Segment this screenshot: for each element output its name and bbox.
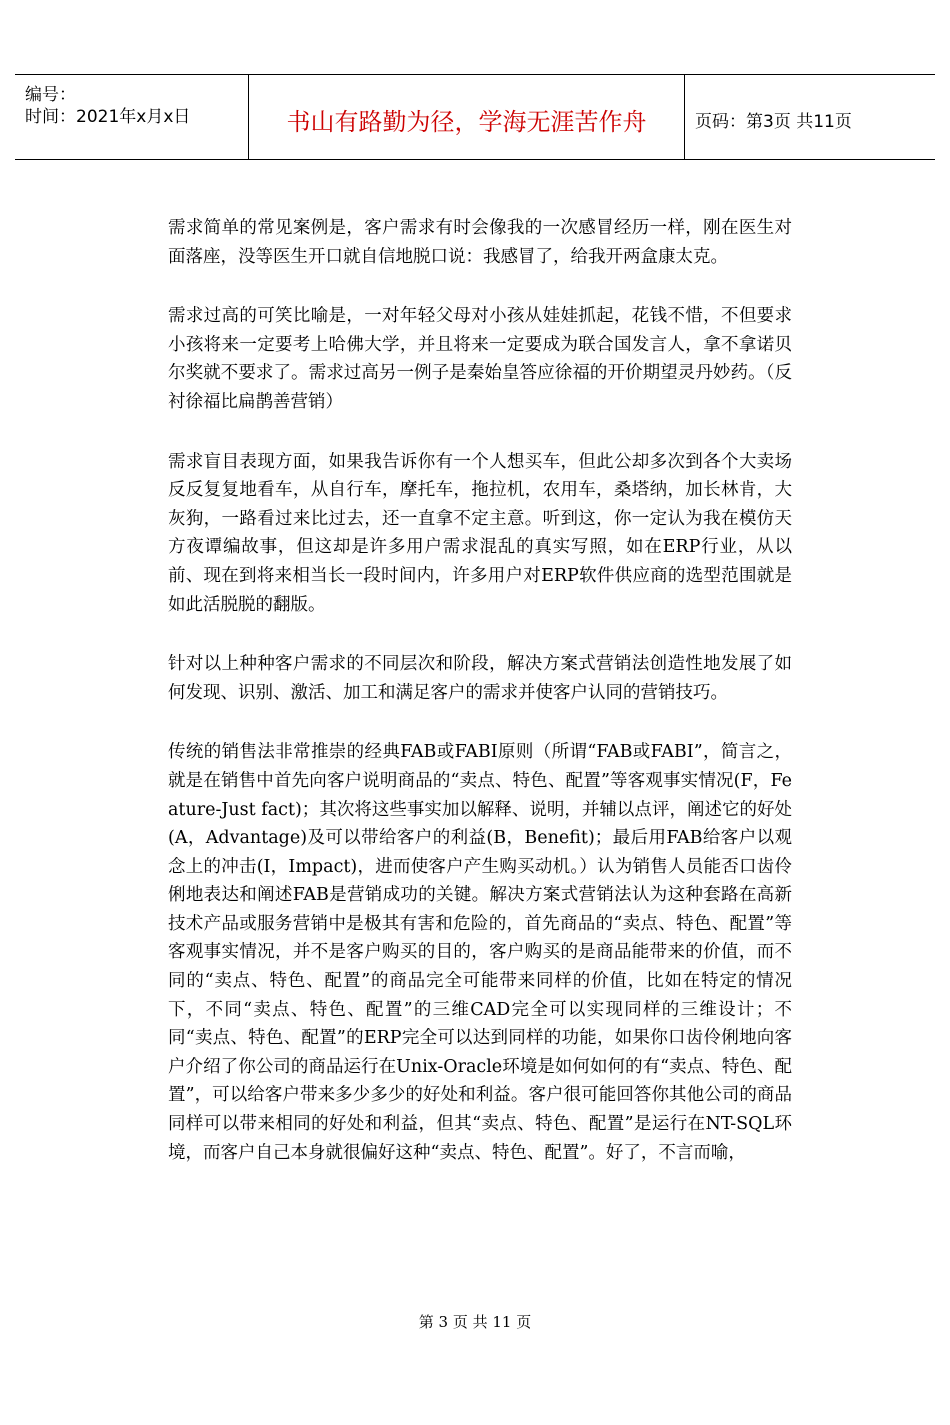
header-page-code: 页码：第3页 共11页 bbox=[695, 112, 852, 132]
body-paragraph: 需求盲目表现方面，如果我告诉你有一个人想买车，但此公却多次到各个大卖场反反复复地看车，从自行车，摩托车，拖拉机，农用车，桑塔纳，加长林肯，大灰狗，一路看过来比过去，还一直拿不定主意。听到这，你一定认为我在模仿天方夜谭编故事，但这却是许多用户需求混乱的真实写照，如在ERP行业，从以前、现在到将来相当长一段时间内，许多用户对ERP软件供应商的选型范围就是如此活脱脱的翻版。 bbox=[168, 451, 792, 615]
body-paragraph: 需求简单的常见案例是，客户需求有时会像我的一次感冒经历一样，刚在医生对面落座，没等医生开口就自信地脱口说：我感冒了，给我开两盒康太克。 bbox=[168, 218, 792, 267]
body-paragraph: 传统的销售法非常推崇的经典FAB或FABI原则（所谓“FAB或FABI”，简言之，就是在销售中首先向客户说明商品的“卖点、特色、配置”等客观事实情况(F，Feature-Just fact)；其次将这些事实加以解释、说明，并辅以点评，阐述它的好处(A，Advantage)及可以带给客户的利益(B，Benefit)；最后用FAB给客户以观念上的冲击(I，Impact)，进而使客户产生购买动机。）认为销售人员能否口齿伶俐地表达和阐述FAB是营销成功的关键。解决方案式营销法认为这种套路在高新技术产品或服务营销中是极其有害和危险的，首先商品的“卖点、特色、配置”等客观事实情况，并不是客户购买的目的，客户购买的是商品能带来的价值，而不同的“卖点、特色、配置”的商品完全可能带来同样的价值，比如在特定的情况下，不同“卖点、特色、配置”的三维CAD完全可以实现同样的三维设计；不同“卖点、特色、配置”的ERP完全可以达到同样的功能，如果你口齿伶俐地向客户介绍了你公司的商品运行在Unix-Oracle环境是如何如何的有“卖点、特色、配置”，可以给客户带来多少多少的好处和利益。客户很可能回答你其他公司的商品同样可以带来相同的好处和利益，但其“卖点、特色、配置”是运行在NT-SQL环境，而客户自己本身就很偏好这种“卖点、特色、配置”。好了，不言而喻， bbox=[168, 742, 792, 1163]
header-meta-cell bbox=[15, 75, 249, 159]
header-page-cell bbox=[685, 75, 935, 159]
body-paragraph: 针对以上种种客户需求的不同层次和阶段，解决方案式营销法创造性地发展了如何发现、识别、激活、加工和满足客户的需求并使客户认同的营销技巧。 bbox=[168, 654, 792, 703]
body-paragraph: 需求过高的可笑比喻是，一对年轻父母对小孩从娃娃抓起，花钱不惜，不但要求小孩将来一定要考上哈佛大学，并且将来一定要成为联合国发言人，拿不拿诺贝尔奖就不要求了。需求过高另一例子是秦始皇答应徐福的开价期望灵丹妙药。（反衬徐福比扁鹊善营销） bbox=[168, 306, 792, 412]
document-body bbox=[168, 214, 792, 1198]
header-motto-cell bbox=[249, 75, 685, 159]
document-number-label: 编号： bbox=[25, 85, 76, 105]
page-footer: 第 3 页 共 11 页 bbox=[418, 1313, 532, 1331]
document-time-label: 时间：2021年x月x日 bbox=[25, 107, 191, 127]
page-header bbox=[15, 74, 935, 160]
header-motto: 书山有路勤为径，学海无涯苦作舟 bbox=[286, 108, 647, 136]
